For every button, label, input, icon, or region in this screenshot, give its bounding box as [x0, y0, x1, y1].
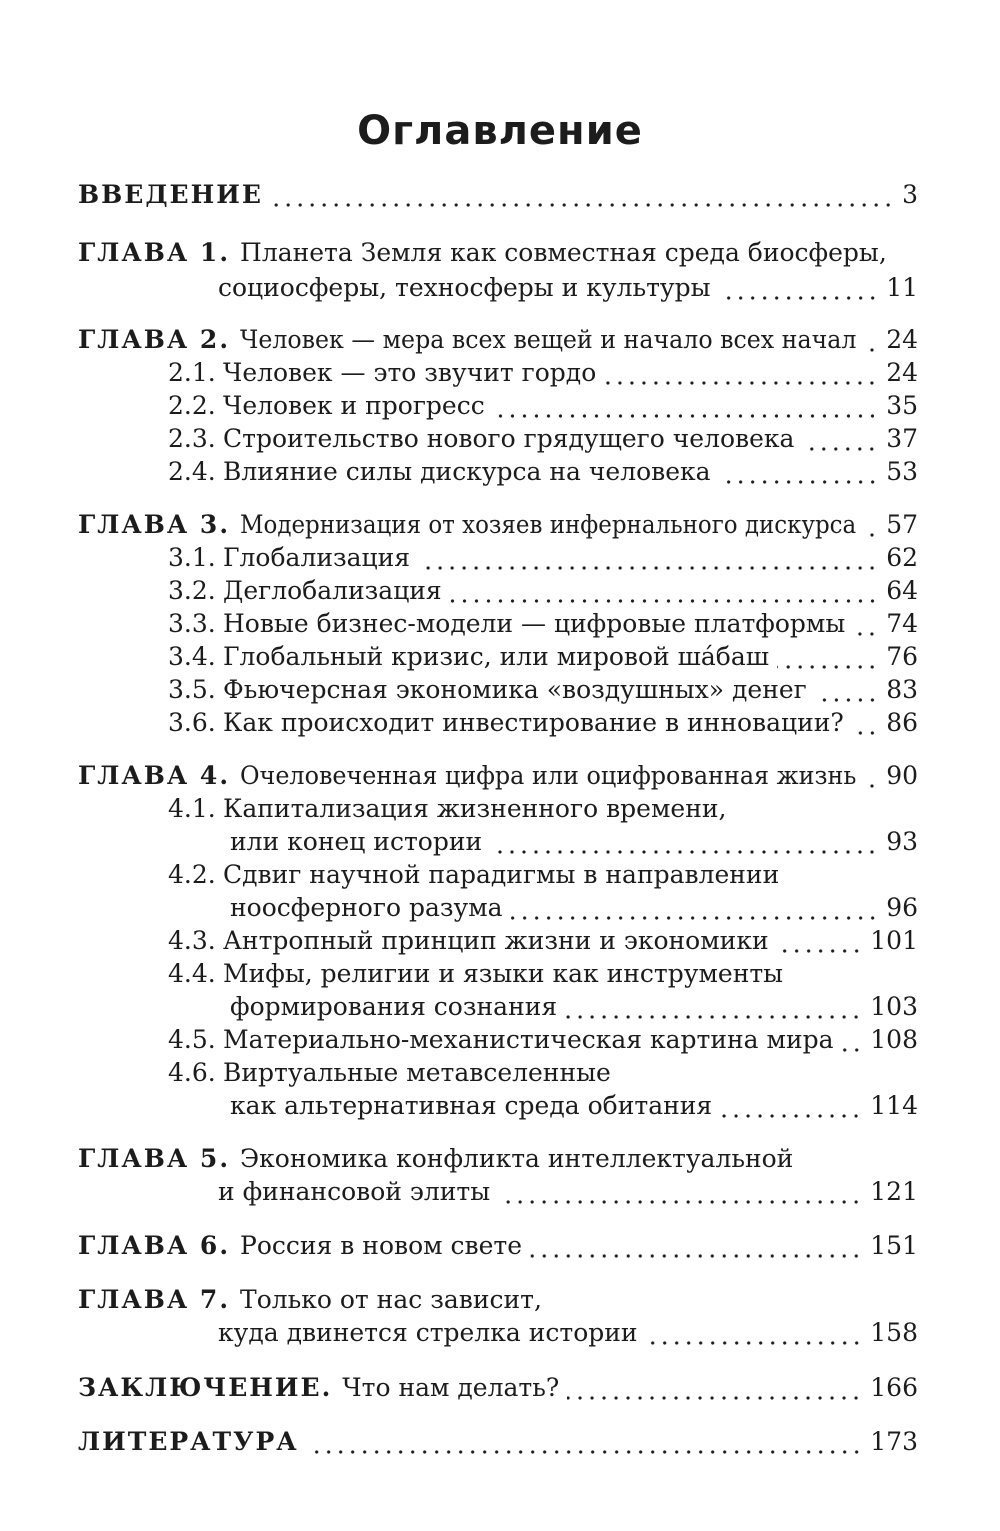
section-title: Глобальный кризис, или мировой шáбаш — [223, 642, 769, 671]
dot-leader — [490, 835, 878, 855]
chapter-title: Что нам делать? — [342, 1373, 560, 1402]
page-number: 173 — [870, 1427, 918, 1456]
toc-line[interactable] — [0, 452, 1000, 492]
section-number: 4.5. — [168, 1025, 216, 1054]
section-number: 2.2. — [168, 391, 216, 420]
chapter-label: ГЛАВА 2. — [78, 325, 231, 354]
section-number: 2.4. — [168, 457, 216, 486]
section-title: Фьючерсная экономика «воздушных» денег — [223, 675, 807, 704]
page-number: 74 — [886, 609, 918, 638]
page-number: 90 — [886, 761, 918, 790]
section-number: 4.3. — [168, 926, 216, 955]
section-number: 3.2. — [168, 576, 216, 605]
section-number: 3.6. — [168, 708, 216, 737]
page-number: 151 — [870, 1231, 918, 1260]
section-title: Влияние силы дискурса на человека — [223, 457, 711, 486]
title-continuation: или конец истории — [230, 827, 483, 856]
chapter-title: Только от нас зависит, — [240, 1285, 542, 1314]
page-number: 62 — [886, 543, 918, 572]
title-continuation: и финансовой элиты — [218, 1177, 491, 1206]
dot-leader — [498, 1185, 862, 1205]
page-number: 3 — [902, 180, 918, 209]
section-title: Новые бизнес-модели — цифровые платформы — [223, 609, 846, 638]
toc-line[interactable] — [0, 1368, 1000, 1408]
chapter-title: Экономика конфликта интеллектуальной — [240, 1144, 794, 1173]
section-title: Строительство нового грядущего человека — [223, 424, 795, 453]
dot-leader — [567, 1381, 862, 1401]
section-title: Мифы, религии и языки как инструменты — [223, 959, 784, 988]
section-title: Капитализация жизненного времени, — [223, 794, 727, 823]
page-number: 64 — [886, 576, 918, 605]
toc-line[interactable] — [0, 1226, 1000, 1266]
section-title: Деглобализация — [223, 576, 442, 605]
section-number: 3.3. — [168, 609, 216, 638]
section-title: Глобализация — [223, 543, 411, 572]
dot-leader — [511, 901, 879, 921]
page-number: 53 — [886, 457, 918, 486]
page-number: 114 — [870, 1091, 918, 1120]
toc-line[interactable] — [0, 233, 1000, 273]
section-number: 4.2. — [168, 860, 216, 889]
chapter-label: ГЛАВА 5. — [78, 1144, 231, 1173]
section-number: 3.5. — [168, 675, 216, 704]
section-number: 2.3. — [168, 424, 216, 453]
dot-leader — [493, 399, 878, 419]
dot-leader — [565, 1000, 862, 1020]
dot-leader — [646, 1326, 863, 1346]
section-number: 2.1. — [168, 358, 216, 387]
page-number: 76 — [886, 642, 918, 671]
page-number: 93 — [886, 827, 918, 856]
page-number: 57 — [886, 510, 918, 539]
page-number: 35 — [886, 391, 918, 420]
dot-leader — [307, 1435, 863, 1455]
toc-line[interactable] — [0, 1172, 1000, 1212]
section-number: 4.1. — [168, 794, 216, 823]
chapter-title: Планета Земля как совместная среда биосферы, — [240, 238, 887, 267]
chapter-title: Человек — мера всех вещей и начало всех начал — [240, 325, 857, 354]
dot-leader — [450, 584, 878, 604]
chapter-label: ГЛАВА 6. — [78, 1231, 231, 1260]
toc-line[interactable] — [0, 1086, 1000, 1126]
section-number: 3.1. — [168, 543, 216, 572]
page-number: 11 — [886, 273, 918, 302]
section-title: Материально-механистическая картина мира — [223, 1025, 834, 1054]
page-number: 121 — [870, 1177, 918, 1206]
chapter-label: ЗАКЛЮЧЕНИЕ. — [78, 1373, 333, 1402]
dot-leader — [271, 188, 894, 208]
page-number: 103 — [870, 992, 918, 1021]
chapter-label: ГЛАВА 1. — [78, 238, 231, 267]
section-title: Человек и прогресс — [223, 391, 485, 420]
page-number: 83 — [886, 675, 918, 704]
section-title: Сдвиг научной парадигмы в направлении — [223, 860, 780, 889]
section-number: 4.4. — [168, 959, 216, 988]
chapter-label: ВВЕДЕНИЕ — [78, 180, 263, 209]
toc-line[interactable] — [0, 1313, 1000, 1353]
dot-leader — [530, 1239, 862, 1259]
dot-leader — [418, 551, 878, 571]
title-continuation: социосферы, техносферы и культуры — [218, 273, 711, 302]
chapter-title: Очеловеченная цифра или оцифрованная жизнь — [240, 761, 857, 790]
page-number: 96 — [886, 893, 918, 922]
toc-line[interactable] — [0, 268, 1000, 308]
chapter-label: ГЛАВА 4. — [78, 761, 231, 790]
title-continuation: как альтернативная среда обитания — [230, 1091, 713, 1120]
page-number: 166 — [870, 1373, 918, 1402]
page-number: 101 — [870, 926, 918, 955]
page-number: 24 — [886, 358, 918, 387]
section-number: 3.4. — [168, 642, 216, 671]
chapter-label: ЛИТЕРАТУРА — [78, 1427, 299, 1456]
toc-line[interactable] — [0, 703, 1000, 743]
page-number: 24 — [886, 325, 918, 354]
toc-line[interactable] — [0, 175, 1000, 215]
title-continuation: ноосферного разума — [230, 893, 503, 922]
section-title: Виртуальные метавселенные — [223, 1058, 611, 1087]
section-title: Человек — это звучит гордо — [223, 358, 597, 387]
page-number: 158 — [870, 1318, 918, 1347]
chapter-label: ГЛАВА 3. — [78, 510, 231, 539]
page-number: 108 — [870, 1025, 918, 1054]
title-continuation: куда двинется стрелка истории — [218, 1318, 638, 1347]
chapter-title: Модернизация от хозяев инфернального дискурса — [240, 510, 857, 539]
title-continuation: формирования сознания — [230, 992, 558, 1021]
chapter-title: Россия в новом свете — [240, 1231, 523, 1260]
section-number: 4.6. — [168, 1058, 216, 1087]
page-title: Оглавление — [357, 108, 643, 154]
section-title: Антропный принцип жизни и экономики — [223, 926, 769, 955]
chapter-label: ГЛАВА 7. — [78, 1285, 231, 1314]
page-number: 86 — [886, 708, 918, 737]
toc-line[interactable] — [0, 1422, 1000, 1462]
section-title: Как происходит инвестирование в инновации? — [223, 708, 844, 737]
page-number: 37 — [886, 424, 918, 453]
